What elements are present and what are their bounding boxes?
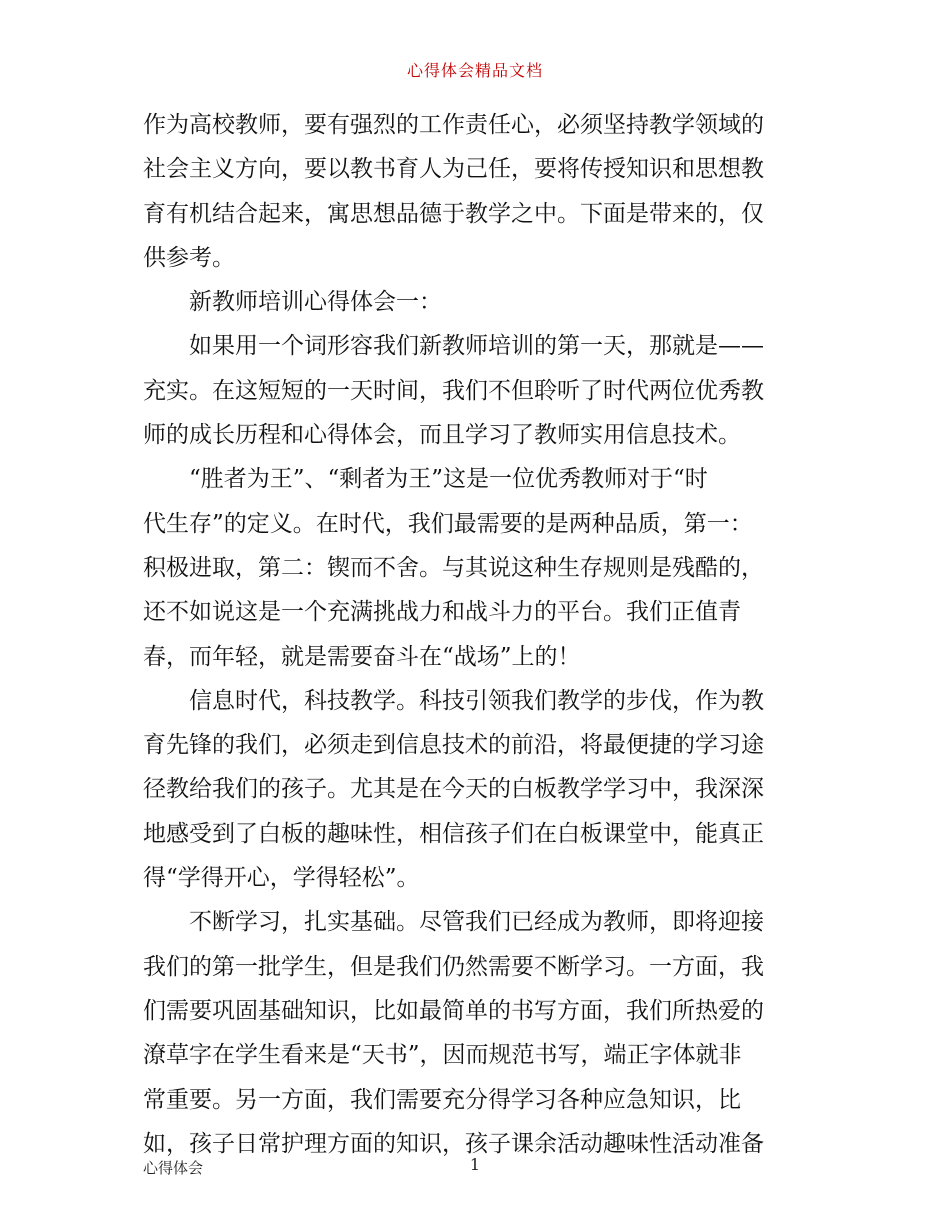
text-line: 充实。在这短短的一天时间，我们不但聆听了时代两位优秀教 [143, 377, 764, 404]
document-body [143, 103, 819, 1166]
text-line: 常重要。另一方面，我们需要充分得学习各种应急知识，比 [143, 1086, 741, 1113]
text-line: 代生存”的定义。在时代，我们最需要的是两种品质，第一： [143, 510, 753, 537]
text-line: 春，而年轻，就是需要奋斗在“战场”上的！ [143, 643, 581, 670]
page-header-title: 心得体会精品文档 [406, 61, 543, 80]
page-number: 1 [469, 1155, 481, 1174]
footer-label: 心得体会 [143, 1159, 204, 1177]
text-line: 得“学得开心，学得轻松”。 [143, 865, 420, 892]
section-heading: 新教师培训心得体会一： [143, 289, 442, 316]
text-line: 师的成长历程和心得体会，而且学习了教师实用信息技术。 [143, 422, 741, 449]
text-line: 积极进取，第二：锲而不舍。与其说这种生存规则是残酷的， [143, 554, 764, 581]
text-line: 地感受到了白板的趣味性，相信孩子们在白板课堂中，能真正 [143, 820, 764, 847]
text-line: 不断学习，扎实基础。尽管我们已经成为教师，即将迎接 [143, 909, 764, 936]
text-line: 供参考。 [143, 244, 235, 271]
text-line: 育有机结合起来，寓思想品德于教学之中。下面是带来的，仅 [143, 200, 764, 227]
text-line: 还不如说这是一个充满挑战力和战斗力的平台。我们正值青 [143, 599, 741, 626]
text-line: 信息时代，科技教学。科技引领我们教学的步伐，作为教 [143, 687, 764, 714]
text-line: 作为高校教师，要有强烈的工作责任心，必须坚持教学领域的 [143, 112, 764, 138]
text-line: 育先锋的我们，必须走到信息技术的前沿，将最便捷的学习途 [143, 732, 764, 759]
text-line: 径教给我们的孩子。尤其是在今天的白板教学学习中，我深深 [143, 776, 764, 803]
text-line: 社会主义方向，要以教书育人为己任，要将传授知识和思想教 [143, 156, 764, 183]
text-line: 我们的第一批学生，但是我们仍然需要不断学习。一方面，我 [143, 953, 764, 980]
text-line: “胜者为王”、“剩者为王”这是一位优秀教师对于“时 [143, 466, 708, 493]
text-line: 潦草字在学生看来是“天书”，因而规范书写，端正字体就非 [143, 1042, 742, 1069]
text-line: 如果用一个词形容我们新教师培训的第一天，那就是—— [143, 333, 764, 360]
text-line: 如，孩子日常护理方面的知识，孩子课余活动趣味性活动准备 [143, 1130, 764, 1157]
text-line: 们需要巩固基础知识，比如最简单的书写方面，我们所热爱的 [143, 997, 764, 1024]
